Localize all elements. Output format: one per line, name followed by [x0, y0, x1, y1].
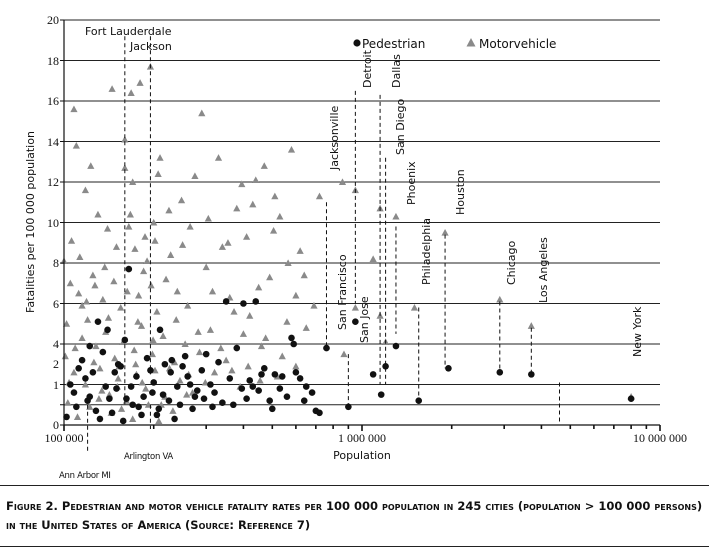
- pedestrian-point: [255, 387, 262, 394]
- motorvehicle-point: [292, 292, 299, 299]
- y-tick-label: 4: [53, 337, 59, 351]
- pedestrian-point: [113, 385, 120, 392]
- pedestrian-point: [189, 406, 196, 413]
- pedestrian-point: [266, 397, 273, 404]
- motorvehicle-point: [211, 369, 218, 376]
- pedestrian-point: [393, 343, 400, 350]
- motorvehicle-point: [70, 106, 77, 113]
- motorvehicle-point: [87, 162, 94, 169]
- city-label: Philadelphia: [420, 217, 433, 285]
- city-label: Houston: [454, 169, 467, 215]
- y-tick-label: 18: [47, 54, 59, 68]
- pedestrian-point: [160, 391, 167, 398]
- pedestrian-point: [211, 389, 218, 396]
- motorvehicle-point: [136, 79, 143, 86]
- y-tick-label: 16: [47, 94, 59, 108]
- motorvehicle-point: [252, 176, 259, 183]
- motorvehicle-point: [75, 290, 82, 297]
- x-tick-labels: [45, 431, 688, 445]
- y-tick-label: 10: [47, 216, 59, 230]
- motorvehicle-point: [224, 239, 231, 246]
- pedestrian-point: [168, 357, 175, 364]
- pedestrian-point: [90, 369, 97, 376]
- motorvehicle-point: [64, 399, 71, 406]
- motorvehicle-point: [110, 278, 117, 285]
- pedestrian-point: [75, 365, 82, 372]
- city-label: San Jose: [358, 296, 371, 343]
- motorvehicle-point: [113, 243, 120, 250]
- pedestrian-point: [167, 369, 174, 376]
- motorvehicle-point: [125, 223, 132, 230]
- motorvehicle-point: [195, 328, 202, 335]
- pedestrian-point: [140, 393, 147, 400]
- motorvehicle-point: [230, 308, 237, 315]
- pedestrian-point: [150, 379, 157, 386]
- motorvehicle-point: [392, 213, 399, 220]
- pedestrian-point: [238, 385, 245, 392]
- motorvehicle-point: [90, 359, 97, 366]
- pedestrian-point: [138, 412, 145, 419]
- pedestrian-point: [93, 408, 100, 415]
- pedestrian-point: [86, 393, 93, 400]
- pedestrian-point: [293, 369, 300, 376]
- motorvehicle-point: [78, 334, 85, 341]
- pedestrian-point: [297, 375, 304, 382]
- pedestrian-point: [102, 383, 109, 390]
- motorvehicle-point: [99, 296, 106, 303]
- pedestrian-point: [201, 395, 208, 402]
- city-label: Ann Arbor MI: [59, 471, 111, 480]
- motorvehicle-point: [129, 415, 136, 422]
- motorvehicle-point: [76, 253, 83, 260]
- pedestrian-point: [177, 401, 184, 408]
- pedestrian-point: [115, 361, 122, 368]
- pedestrian-point: [246, 377, 253, 384]
- x-axis-title: Population: [333, 449, 391, 462]
- city-label: Jacksonville: [328, 105, 341, 170]
- motorvehicle-point: [205, 215, 212, 222]
- pedestrian-point: [240, 300, 247, 307]
- city-label: Jackson: [130, 40, 172, 53]
- pedestrian-point: [233, 345, 240, 352]
- pedestrian-point: [135, 403, 142, 410]
- motorvehicle-point: [131, 245, 138, 252]
- motorvehicle-point: [105, 314, 112, 321]
- motorvehicle-point: [62, 353, 69, 360]
- x-tick-label: 10 000 000: [633, 431, 687, 445]
- y-tick-label: 0: [53, 418, 59, 432]
- motorvehicle-point: [310, 302, 317, 309]
- pedestrian-point: [123, 395, 130, 402]
- motorvehicle-point: [249, 201, 256, 208]
- pedestrian-point: [378, 391, 385, 398]
- motorvehicle-point: [162, 276, 169, 283]
- motorvehicle-point: [111, 355, 118, 362]
- motorvehicle-point: [303, 324, 310, 331]
- motorvehicle-point: [270, 227, 277, 234]
- pedestrian-point: [128, 383, 135, 390]
- pedestrian-point: [370, 371, 377, 378]
- city-label: Arlington VA: [124, 452, 173, 462]
- motorvehicle-point: [72, 344, 79, 351]
- figure-caption: Figure 2. Pedestrian and motor vehicle fatality rates per 100 000 population in 245 cities (population > 100 000 persons) in the United States of America (Source: Reference 7): [6, 499, 703, 532]
- motorvehicle-point: [217, 344, 224, 351]
- motorvehicle-point: [256, 377, 263, 384]
- pedestrian-point: [182, 353, 189, 360]
- pedestrian-point: [219, 399, 226, 406]
- motorvehicle-point: [94, 211, 101, 218]
- y-tick-label: 14: [47, 135, 59, 149]
- pedestrian-point: [174, 383, 181, 390]
- pedestrian-point: [445, 365, 452, 372]
- motorvehicle-point: [167, 251, 174, 258]
- city-label: San Francisco: [336, 254, 349, 330]
- pedestrian-point: [120, 418, 127, 425]
- motorvehicle-point: [117, 304, 124, 311]
- motorvehicle-point: [301, 272, 308, 279]
- motorvehicle-point: [159, 332, 166, 339]
- pedestrian-point: [261, 365, 268, 372]
- pedestrian-point: [95, 318, 102, 325]
- motorvehicle-point: [95, 395, 102, 402]
- motorvehicle-point: [223, 357, 230, 364]
- pedestrian-point: [86, 343, 93, 350]
- motorvehicle-point: [178, 197, 185, 204]
- motorvehicle-point: [238, 180, 245, 187]
- pedestrian-point: [187, 381, 194, 388]
- motorvehicle-point: [340, 351, 347, 358]
- motorvehicle-point: [74, 413, 81, 420]
- motorvehicle-point: [255, 284, 262, 291]
- y-tick-label: 1: [53, 378, 59, 392]
- pedestrian-point: [223, 298, 230, 305]
- motorvehicle-point: [142, 385, 149, 392]
- pedestrian-point: [230, 401, 237, 408]
- pedestrian-point: [97, 416, 104, 423]
- pedestrian-point: [194, 387, 201, 394]
- motorvehicle-point: [219, 243, 226, 250]
- motorvehicle-point: [203, 263, 210, 270]
- motorvehicle-point: [134, 318, 141, 325]
- motorvehicle-point: [258, 342, 265, 349]
- motorvehicle-point: [92, 342, 99, 349]
- motorvehicle-point: [91, 282, 98, 289]
- pedestrian-point: [269, 406, 276, 413]
- pedestrian-point: [100, 349, 107, 356]
- motorvehicle-point: [165, 207, 172, 214]
- motorvehicle-point: [153, 308, 160, 315]
- y-tick-labels: [47, 13, 59, 432]
- motorvehicle-point: [174, 288, 181, 295]
- city-label: Dallas: [390, 54, 403, 88]
- pedestrian-point: [288, 335, 295, 342]
- motorvehicle-point: [292, 363, 299, 370]
- motorvehicle-point: [139, 379, 146, 386]
- motorvehicle-point: [143, 257, 150, 264]
- motorvehicle-point: [149, 351, 156, 358]
- motorvehicle-point: [183, 391, 190, 398]
- pedestrian-point: [144, 355, 151, 362]
- motorvehicle-point: [104, 225, 111, 232]
- city-label: San Diego: [394, 98, 407, 155]
- motorvehicle-point: [141, 233, 148, 240]
- motorvehicle-point: [179, 241, 186, 248]
- motorvehicle-point: [246, 312, 253, 319]
- motorvehicle-point: [411, 304, 418, 311]
- motorvehicle-point: [228, 367, 235, 374]
- motorvehicle-point: [209, 288, 216, 295]
- motorvehicle-point: [128, 89, 135, 96]
- motorvehicle-point: [82, 187, 89, 194]
- pedestrian-point: [155, 406, 162, 413]
- pedestrian-point: [258, 371, 265, 378]
- motorvehicle-point: [276, 213, 283, 220]
- motorvehicle-point: [297, 247, 304, 254]
- motorvehicle-point: [147, 282, 154, 289]
- motorvehicle-point: [198, 110, 205, 117]
- pedestrian-point: [133, 373, 140, 380]
- pedestrian-point: [207, 381, 214, 388]
- motorvehicle-point: [176, 377, 183, 384]
- motorvehicle-point: [271, 193, 278, 200]
- legend-pedestrian-marker: [353, 39, 360, 46]
- motorvehicle-point: [151, 237, 158, 244]
- pedestrian-point: [71, 389, 78, 396]
- legend-motorvehicle-marker: [467, 38, 476, 47]
- pedestrian-point: [252, 298, 259, 305]
- x-tick-label: 1 000 000: [338, 431, 386, 445]
- pedestrian-point: [104, 327, 111, 334]
- pedestrian-point: [109, 410, 116, 417]
- motorvehicle-point: [73, 142, 80, 149]
- pedestrian-point: [279, 373, 286, 380]
- motorvehicle-point: [118, 405, 125, 412]
- pedestrian-point: [126, 266, 133, 273]
- motorvehicle-point: [115, 375, 122, 382]
- pedestrian-point: [79, 357, 86, 364]
- pedestrian-point: [184, 373, 191, 380]
- motorvehicle-point: [169, 407, 176, 414]
- pedestrian-point: [496, 369, 503, 376]
- motorvehicle-point: [96, 365, 103, 372]
- motorvehicle-point: [68, 237, 75, 244]
- y-tick-label: 6: [53, 297, 59, 311]
- caption-rule-bottom: [0, 546, 709, 547]
- city-label: New York: [631, 306, 644, 357]
- pedestrian-point: [166, 397, 173, 404]
- pedestrian-point: [209, 403, 216, 410]
- motorvehicle-point: [370, 255, 377, 262]
- motorvehicle-point: [261, 162, 268, 169]
- motorvehicle-point: [83, 298, 90, 305]
- pedestrian-point: [179, 363, 186, 370]
- motorvehicle-point: [67, 280, 74, 287]
- pedestrian-point: [316, 410, 323, 417]
- motorvehicle-point: [266, 274, 273, 281]
- motorvehicle-point: [155, 170, 162, 177]
- motorvehicle-point: [288, 146, 295, 153]
- pedestrian-point: [192, 393, 199, 400]
- motorvehicle-point: [279, 353, 286, 360]
- pedestrian-point: [284, 393, 291, 400]
- motorvehicle-point: [84, 316, 91, 323]
- motorvehicle-point: [240, 330, 247, 337]
- motorvehicle-point: [243, 233, 250, 240]
- motorvehicle-point: [135, 292, 142, 299]
- motorvehicle-point: [316, 193, 323, 200]
- x-tick-label: 100 000: [44, 431, 84, 445]
- motorvehicle-point: [173, 316, 180, 323]
- pedestrian-point: [149, 389, 156, 396]
- motorvehicle-point: [262, 334, 269, 341]
- caption-rule-top: [0, 485, 709, 486]
- pedestrian-point: [301, 397, 308, 404]
- motorvehicle-point: [184, 302, 191, 309]
- pedestrian-point: [198, 367, 205, 374]
- pedestrian-point: [290, 341, 297, 348]
- legend-motorvehicle-label: Motorvehicle: [479, 37, 557, 51]
- motorvehicle-point: [108, 85, 115, 92]
- city-label: Detroit: [361, 50, 374, 88]
- pedestrian-point: [73, 403, 80, 410]
- pedestrian-point: [309, 389, 316, 396]
- motorvehicle-point: [156, 154, 163, 161]
- y-tick-label: 2: [53, 357, 59, 371]
- pedestrian-point: [243, 395, 250, 402]
- y-axis-title: Fatalities per 100 000 population: [24, 131, 37, 313]
- pedestrian-point: [82, 375, 89, 382]
- motorvehicle-point: [207, 326, 214, 333]
- pedestrian-point: [226, 375, 233, 382]
- pedestrian-point: [249, 383, 256, 390]
- pedestrian-point: [129, 401, 136, 408]
- legend: [353, 37, 556, 51]
- pedestrian-point: [272, 371, 279, 378]
- pedestrian-point: [171, 416, 178, 423]
- motorvehicle-point: [89, 272, 96, 279]
- city-label: Fort Lauderdale: [85, 25, 172, 38]
- city-label: Los Angeles: [537, 237, 550, 303]
- motorvehicle-point: [245, 363, 252, 370]
- motorvehicle-point: [191, 172, 198, 179]
- y-tick-label: 8: [53, 256, 59, 270]
- city-label: Phoenix: [405, 161, 418, 205]
- motorvehicle-point: [140, 268, 147, 275]
- motorvehicle-point: [187, 223, 194, 230]
- pedestrian-point: [106, 395, 113, 402]
- pedestrian-point: [67, 381, 74, 388]
- pedestrian-point: [154, 412, 161, 419]
- motorvehicle-point: [127, 211, 134, 218]
- pedestrian-point: [203, 351, 210, 358]
- pedestrian-point: [215, 359, 222, 366]
- motorvehicle-point: [283, 318, 290, 325]
- motorvehicle-point: [215, 154, 222, 161]
- legend-pedestrian-label: Pedestrian: [362, 37, 426, 51]
- y-tick-label: 12: [47, 175, 59, 189]
- pedestrian-point: [111, 369, 118, 376]
- pedestrian-point: [277, 385, 284, 392]
- motorvehicle-point: [131, 346, 138, 353]
- pedestrian-point: [303, 383, 310, 390]
- pedestrian-point: [162, 361, 169, 368]
- city-annotations: [59, 25, 644, 480]
- motorvehicle-point: [155, 417, 162, 424]
- y-tick-label: 20: [47, 13, 59, 27]
- motorvehicle-point: [101, 263, 108, 270]
- motorvehicle-point: [132, 361, 139, 368]
- city-label: Chicago: [505, 240, 518, 285]
- motorvehicle-point: [196, 349, 203, 356]
- motorvehicle-point: [233, 205, 240, 212]
- pedestrian-point: [157, 327, 164, 334]
